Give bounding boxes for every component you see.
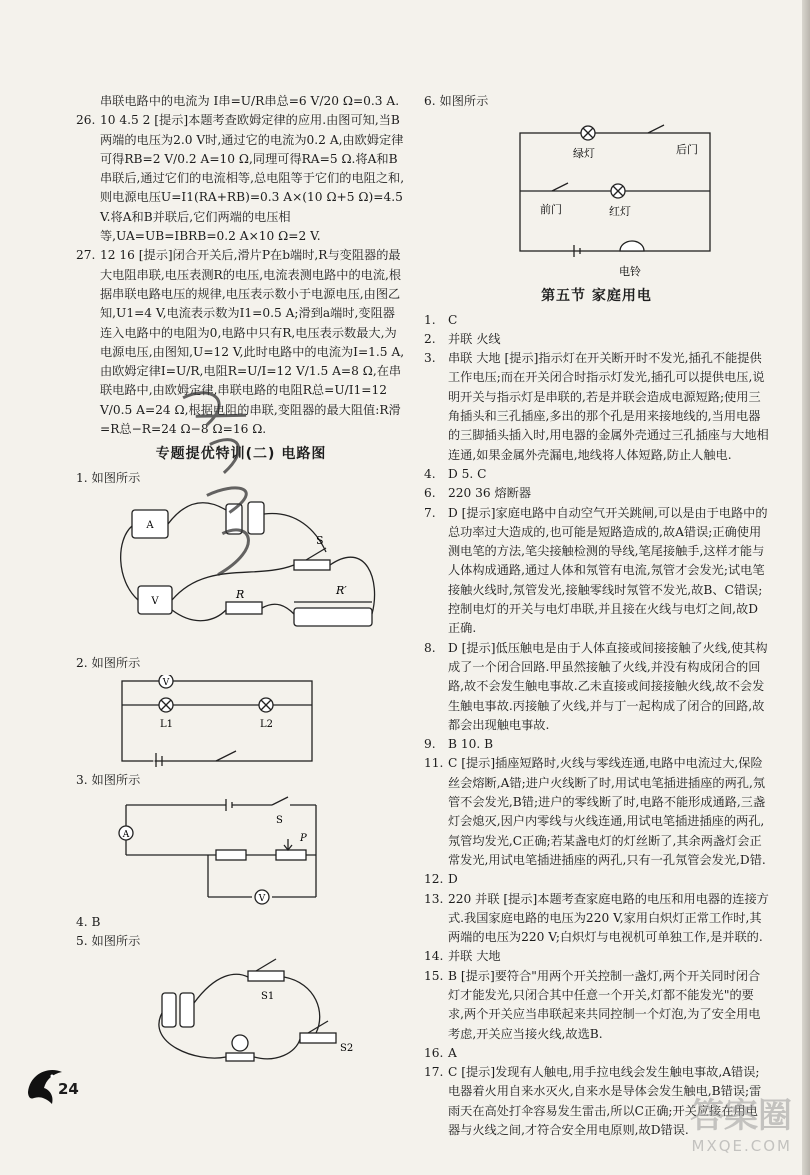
answer-text: B 10. B: [448, 737, 494, 752]
answer-number: 17.: [424, 1065, 444, 1080]
answer-item: [424, 311, 769, 330]
answer-text: D [提示]家庭电路中自动空气开关跳闸,可以是由于电路中的总功率过大造成的,也可能是短路造成的,故A错误;正确使用测电笔的方法,笔尖接触检测的导线,笔尾接触手,这样才能与人体构成通路,通过人体和氖管有电流,氖管才会发光;试电笔接触火线时,氖管发光,接触零线时氖管不发光,故B、C错误;控制电灯的开关与电灯串联,并且接在火线与电灯之间,故D正确.: [448, 505, 768, 636]
right-column: [424, 92, 769, 1140]
answer-item: [424, 735, 769, 754]
answer-number: 1.: [424, 312, 436, 327]
answer-item: [424, 330, 769, 349]
answer-item: [424, 1044, 769, 1063]
figure-3-circuit-diagram: [76, 793, 376, 909]
svg-text:L1: L1: [160, 719, 174, 731]
svg-text:S2: S2: [340, 1043, 354, 1055]
voltmeter-label: V: [151, 595, 159, 607]
answer-text: 并联 大地: [448, 949, 501, 964]
answer-number: 15.: [424, 968, 444, 983]
answer-item-2: 2. 如图所示: [76, 655, 141, 670]
answer-text: 并联 火线: [448, 331, 501, 346]
switch-label: S: [316, 533, 324, 547]
answer-item: [424, 870, 769, 889]
rheostat-label: R′: [336, 583, 347, 597]
answer-text: 220 36 熔断器: [448, 486, 532, 501]
answer-item: [424, 349, 769, 465]
answer-number: 6.: [424, 486, 436, 501]
answer-item: [424, 484, 769, 503]
answer-number: 11.: [424, 756, 444, 771]
svg-text:S1: S1: [261, 991, 275, 1003]
front-door-label: 前门: [540, 203, 562, 217]
answer-number: 9.: [424, 737, 436, 752]
answer-item-4: 4. B: [76, 914, 101, 929]
page-edge: [802, 0, 810, 1175]
figure-5-physical-circuit: [76, 953, 376, 1071]
answer-number: 7.: [424, 505, 436, 520]
bell-label: 电铃: [619, 265, 641, 279]
resistor-label: R: [236, 587, 245, 601]
answer-number: 16.: [424, 1045, 444, 1060]
answer-text: 220 并联 [提示]本题考查家庭电路的电压和用电器的连接方式.我国家庭电路的电压为220 V,家用白炽灯正常工作时,其两端的电压为220 V;白炽灯与电视机可单独工作,是并联的.: [448, 891, 769, 945]
svg-text:S: S: [276, 814, 283, 826]
answer-item-5: 5. 如图所示: [76, 933, 141, 948]
answer-text: A: [448, 1045, 457, 1060]
answer-item: [424, 890, 769, 948]
svg-text:V: V: [162, 678, 170, 689]
answer-item-26: 26. 10 4.5 2 [提示]本题考查欧姆定律的应用.由图可知,当B两端的电压为2.0 V时,通过它的电流为0.2 A,由欧姆定律可得RB=2 V/0.2 A=10 Ω,同理可得RA=5 Ω.将A和B串联后,通过它们的电流相等,总电阻等于它们的电阻之和,则电源电压U=I1(RA+RB)=0.3 A×(10 Ω+5 Ω)=4.5 V.将A和B并联后,它们两端的电压相等,UA=UB=IBRB=0.2 A×10 Ω=2 V.: [76, 113, 405, 244]
answer-line: 串联电路中的电流为 I串=U/R串总=6 V/20 Ω=0.3 A.: [100, 94, 400, 108]
answer-item-1: 1. 如图所示: [76, 470, 141, 485]
ammeter-label: A: [146, 519, 154, 531]
answer-item: [424, 967, 769, 1044]
answer-text: C [提示]插座短路时,火线与零线连通,电路中电流过大,保险丝会熔断,A错;进户火线断了时,用试电笔插进插座的两孔,氖管不会发光,B错;进户的零线断了时,电路不能形成通路,三盏灯会熄灭,因户内零线与火线连通,用试电笔插进插座的两孔,氖管均发光,C正确;若某盏电灯的灯丝断了,其余两盏灯会正常发光,用试电笔插进插座的两孔,只有一孔氖管会发光,D错.: [448, 756, 766, 867]
red-lamp-label: 红灯: [609, 205, 631, 219]
section-title-household: 第五节 家庭用电: [541, 288, 652, 305]
answer-item-27: 27. 12 16 [提示]闭合开关后,滑片P在b端时,R与变阻器的最大电阻串联,电压表测R的电压,电流表测电路中的电流,根据串联电路电压的规律,电压表示数小于电源电压,由图乙知,U1=4 V,电流表示数为I1=0.5 A;滑到a端时,变阻器连入电路中的电阻为0,电路中只有R,电压表示数最大,为电源电压,由图知,U=12 V,此时电路中的电流为I=1.5 A,由欧姆定律I=U/R,电阻R=U/I=12 V/1.5 A=8 Ω,在串联电路中,由欧姆定律,串联电路的电阻R总=U/I1=12 V/0.5 A=24 Ω,根据电阻的串联,变阻器的最大阻值:R滑=R总−R=24 Ω−8 Ω=16 Ω.: [76, 248, 405, 437]
figure-6-bell-lamp-circuit: [424, 113, 764, 281]
answer-list: [424, 311, 769, 1141]
svg-text:A: A: [122, 829, 130, 840]
answer-text: C: [448, 312, 458, 327]
answer-text: D [提示]低压触电是由于人体直接或间接接触了火线,使其构成了一个闭合回路.甲虽然接触了火线,并没有构成闭合的回路,故不会发生触电事故.乙未直接或间接接触火线,故不会发生触电事故.丙接触了火线,并与丁一起构成了闭合的回路,故都会出现触电事故.: [448, 640, 768, 732]
answer-text: 串联 大地 [提示]指示灯在开关断开时不发光,插孔不能提供工作电压;而在开关闭合时指示灯发光,插孔可以提供电压,说明开关与指示灯是串联的,若是并联会造成电源短路;使用三角插头和三孔插座,多出的那个孔是用来接地线的,当用电器的三脚插头插入时,用电器的金属外壳通过三孔插座与大地相连通,如果金属外壳漏电,地线将人体短路,防止人触电.: [448, 351, 769, 462]
section-title-circuit: 专题提优特训(二) 电路图: [155, 446, 327, 463]
answer-number: 3.: [424, 351, 436, 366]
green-lamp-label: 绿灯: [573, 147, 595, 161]
answer-item: [424, 504, 769, 639]
answer-number: 2.: [424, 331, 436, 346]
answer-item: [424, 947, 769, 966]
answer-item: [424, 754, 769, 870]
answer-text: D: [448, 872, 458, 887]
answer-text: B [提示]要符合"用两个开关控制一盏灯,两个开关同时闭合灯才能发光,只闭合其中任意一个开关,灯都不能发光"的要求,两个开关应当串联起来共同控制一个灯泡,为了安全用电考虑,开关应当接火线,故选B.: [448, 968, 761, 1041]
answer-item-6-figure: 6. 如图所示: [424, 94, 489, 108]
figure-2-circuit-diagram: [76, 675, 376, 767]
answer-number: 4.: [424, 466, 436, 481]
answer-text: C [提示]发现有人触电,用手拉电线会发生触电事故,A错误;电器着火用自来水灭火,自来水是导体会发生触电,B错误;雷雨天在高处打伞容易发生雷击,所以C正确;开关应接在用电器与火线之间,才符合安全用电原则,故D错误.: [448, 1065, 762, 1138]
page-number: 24: [58, 1080, 79, 1098]
answer-item-3: 3. 如图所示: [76, 773, 141, 788]
svg-text:V: V: [258, 893, 266, 904]
answer-item: [424, 465, 769, 484]
answer-number: 13.: [424, 891, 444, 906]
svg-text:P: P: [300, 832, 307, 844]
answer-number: 12.: [424, 872, 444, 887]
back-door-label: 后门: [676, 143, 698, 157]
answer-item: [424, 639, 769, 735]
answer-text: D 5. C: [448, 466, 487, 481]
svg-text:L2: L2: [260, 719, 274, 731]
answer-number: 8.: [424, 640, 436, 655]
watermark-logo: 答案圈 MXQE.COM: [690, 1096, 792, 1155]
answer-number: 14.: [424, 949, 444, 964]
